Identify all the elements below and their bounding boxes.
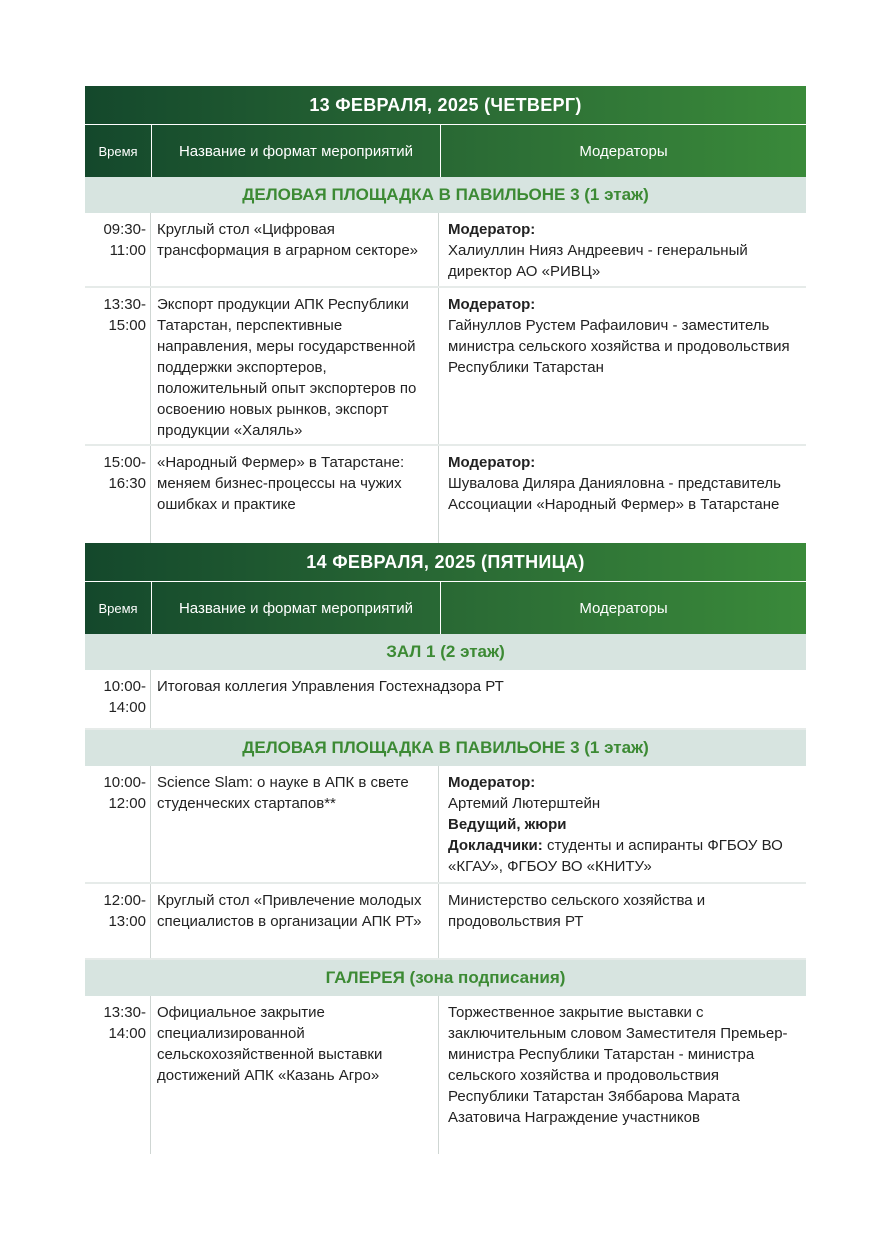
- moderator-text: Гайнуллов Рустем Рафаилович - заместитель министра сельского хозяйства и продовольствия Республики Татарстан: [448, 317, 790, 376]
- time-start: 13:30-: [103, 1004, 146, 1021]
- event-name: Круглый стол «Привлечение молодых специалистов в организации АПК РТ»: [151, 884, 439, 958]
- moderator-cell: [439, 288, 806, 444]
- table-header: [85, 582, 806, 634]
- header-moderators: Модераторы: [579, 599, 668, 617]
- section-title: ГАЛЕРЕЯ (зона подписания): [85, 960, 806, 996]
- table-row: [85, 288, 806, 446]
- table-row: [85, 213, 806, 288]
- time-start: 10:00-: [103, 678, 146, 695]
- event-name: Круглый стол «Цифровая трансформация в аграрном секторе»: [151, 213, 439, 286]
- section-title: ДЕЛОВАЯ ПЛОЩАДКА В ПАВИЛЬОНЕ 3 (1 этаж): [85, 730, 806, 766]
- time-cell: [85, 446, 151, 543]
- time-end: 12:00: [108, 795, 146, 812]
- moderator-text: Артемий Лютерштейн: [448, 795, 601, 812]
- schedule-page: [85, 86, 806, 1154]
- moderator-label: Модератор:: [448, 296, 536, 313]
- time-cell: [85, 670, 151, 728]
- moderator-cell: [439, 884, 806, 958]
- table-row: [85, 996, 806, 1154]
- moderator-cell: [439, 446, 806, 543]
- time-end: 13:00: [108, 913, 146, 930]
- time-end: 11:00: [109, 242, 146, 259]
- table-row: [85, 446, 806, 543]
- time-start: 15:00-: [103, 454, 146, 471]
- day-title: 13 ФЕВРАЛЯ, 2025 (ЧЕТВЕРГ): [85, 86, 806, 125]
- time-end: 14:00: [108, 1025, 146, 1042]
- time-cell: [85, 996, 151, 1154]
- time-end: 16:30: [108, 475, 146, 492]
- time-end: 15:00: [108, 317, 146, 334]
- moderator-label: Модератор:: [448, 454, 536, 471]
- event-name: Экспорт продукции АПК Республики Татарстан, перспективные направления, меры государственной поддержки экспортеров, положительный опыт экспортеров по освоению новых рынков, экспорт продукции «Халяль»: [151, 288, 439, 444]
- header-event-name: Название и формат мероприятий: [152, 582, 441, 634]
- moderator-label: Модератор:: [448, 774, 536, 791]
- header-moderators: Модераторы: [579, 142, 668, 160]
- moderator-cell: [439, 766, 806, 882]
- day-block: [85, 86, 806, 543]
- section-title: ЗАЛ 1 (2 этаж): [85, 634, 806, 670]
- event-name: «Народный Фермер» в Татарстане: меняем бизнес-процессы на чужих ошибках и практике: [151, 446, 439, 543]
- event-name: Science Slam: о науке в АПК в свете студенческих стартапов**: [151, 766, 439, 882]
- time-cell: [85, 884, 151, 958]
- moderator-label: Модератор:: [448, 221, 536, 238]
- time-cell: [85, 213, 151, 286]
- table-header: [85, 125, 806, 177]
- header-time: Время: [85, 125, 152, 177]
- header-time: Время: [85, 582, 152, 634]
- table-row: [85, 884, 806, 960]
- time-start: 12:00-: [103, 892, 146, 909]
- speakers-label: Докладчики:: [448, 837, 543, 854]
- time-end: 14:00: [108, 699, 146, 716]
- header-event-name: Название и формат мероприятий: [152, 125, 441, 177]
- host-label: Ведущий, жюри: [448, 816, 567, 833]
- time-start: 13:30-: [103, 296, 146, 313]
- time-start: 09:30-: [103, 221, 146, 238]
- time-start: 10:00-: [103, 774, 146, 791]
- section-title: ДЕЛОВАЯ ПЛОЩАДКА В ПАВИЛЬОНЕ 3 (1 этаж): [85, 177, 806, 213]
- speakers-text: студенты и аспиранты ФГБОУ ВО «КГАУ», ФГБОУ ВО «КНИТУ»: [448, 837, 783, 875]
- event-name: Итоговая коллегия Управления Гостехнадзора РТ: [157, 678, 504, 695]
- speakers-line: [448, 835, 802, 877]
- table-row: [85, 670, 806, 730]
- moderator-cell: [439, 996, 806, 1154]
- time-cell: [85, 766, 151, 882]
- time-cell: [85, 288, 151, 444]
- moderator-text: Министерство сельского хозяйства и продовольствия РТ: [448, 892, 706, 930]
- table-row: [85, 766, 806, 884]
- moderator-text: Шувалова Диляра Данияловна - представитель Ассоциации «Народный Фермер» в Татарстане: [448, 475, 781, 513]
- event-name: Официальное закрытие специализированной сельскохозяйственной выставки достижений АПК «Казань Агро»: [151, 996, 439, 1154]
- moderator-text: Халиуллин Нияз Андреевич - генеральный директор АО «РИВЦ»: [448, 242, 748, 280]
- moderator-text: Торжественное закрытие выставки с заключительным словом Заместителя Премьер-министра Республики Татарстан - министра сельского хозяйства и продовольствия Республики Татарстан Зяббарова Марата Азатовича Награждение участников: [448, 1004, 788, 1126]
- day-block: [85, 543, 806, 1154]
- day-title: 14 ФЕВРАЛЯ, 2025 (ПЯТНИЦА): [85, 543, 806, 582]
- moderator-cell: [439, 213, 806, 286]
